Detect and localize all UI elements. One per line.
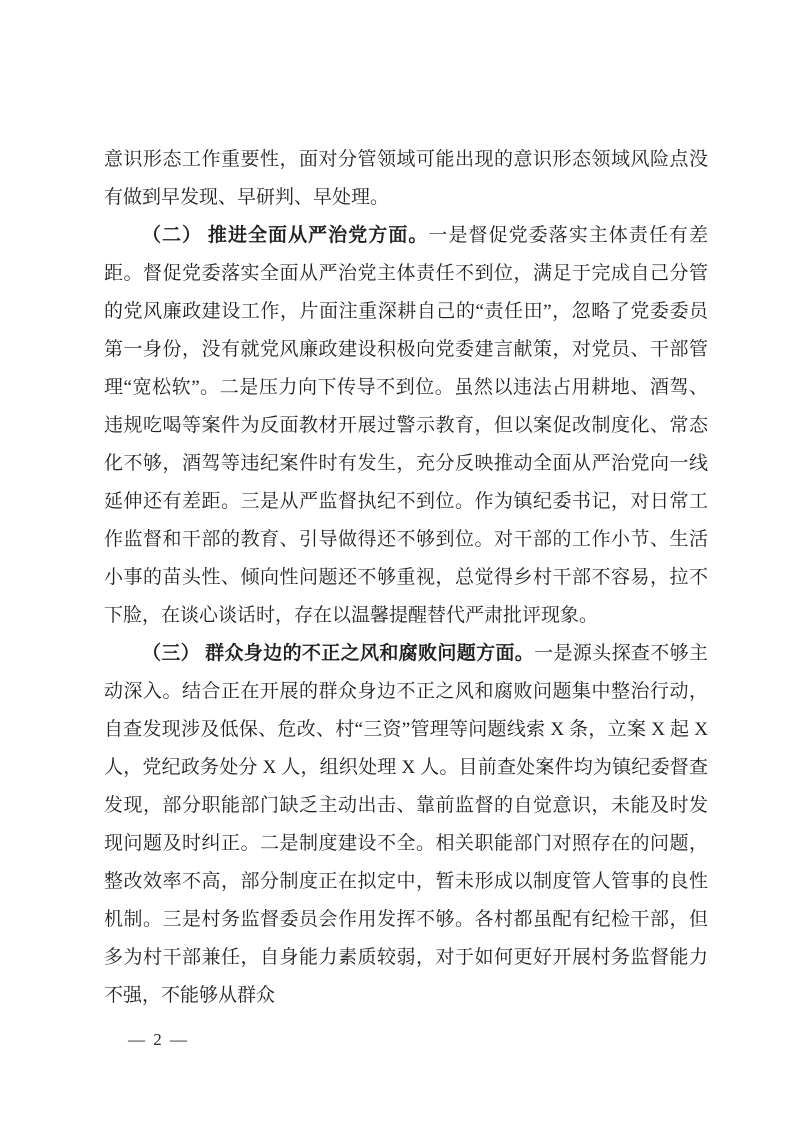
page-footer (128, 1028, 189, 1052)
paragraph-section-2 (104, 217, 708, 635)
section-2-heading-run: （二） 推进全面从严治党方面。 (142, 225, 429, 246)
paragraph-section-3 (104, 635, 708, 1015)
section-3-heading-run: （三） 群众身边的不正之风和腐败问题方面。 (142, 643, 535, 664)
document-body (104, 141, 708, 1015)
section-2-body-run: 一是督促党委落实主体责任有差距。督促党委落实全面从严治党主体责任不到位，满足于完成自己分管的党风廉政建设工作，片面注重深耕自己的“责任田”，忽略了党委委员第一身份，没有就党风廉政建设积极向党委建言献策，对党员、干部管理“宽松软”。二是压力向下传导不到位。虽然以违法占用耕地、酒驾、违规吃喝等案件为反面教材开展过警示教育，但以案促改制度化、常态化不够，酒驾等违纪案件时有发生，充分反映推动全面从严治党向一线延伸还有差距。三是从严监督执纪不到位。作为镇纪委书记，对日常工作监督和干部的教育、引导做得还不够到位。对干部的工作小节、生活小事的苗头性、倾向性问题还不够重视，总觉得乡村干部不容易，拉不下脸，在谈心谈话时，存在以温馨提醒替代严肃批评现象。 (104, 225, 708, 626)
paragraph-continuation (104, 141, 708, 217)
body-text-run: 意识形态工作重要性，面对分管领域可能出现的意识形态领域风险点没有做到早发现、早研判、早处理。 (104, 149, 708, 208)
page-number: — 2 — (128, 1030, 189, 1049)
section-3-body-run: 一是源头探查不够主动深入。结合正在开展的群众身边不正之风和腐败问题集中整治行动，自查发现涉及低保、危改、村“三资”管理等问题线索 X 条，立案 X 起 X 人，党纪政务处分 X 人，组织处理 X 人。目前查处案件均为镇纪委督查发现，部分职能部门缺乏主动出击、靠前监督的自觉意识，未能及时发现问题及时纠正。二是制度建设不全。相关职能部门对照存在的问题，整改效率不高，部分制度正在拟定中，暂未形成以制度管人管事的良性机制。三是村务监督委员会作用发挥不够。各村都虽配有纪检干部，但多为村干部兼任，自身能力素质较弱，对于如何更好开展村务监督能力不强，不能够从群众 (104, 643, 708, 1006)
